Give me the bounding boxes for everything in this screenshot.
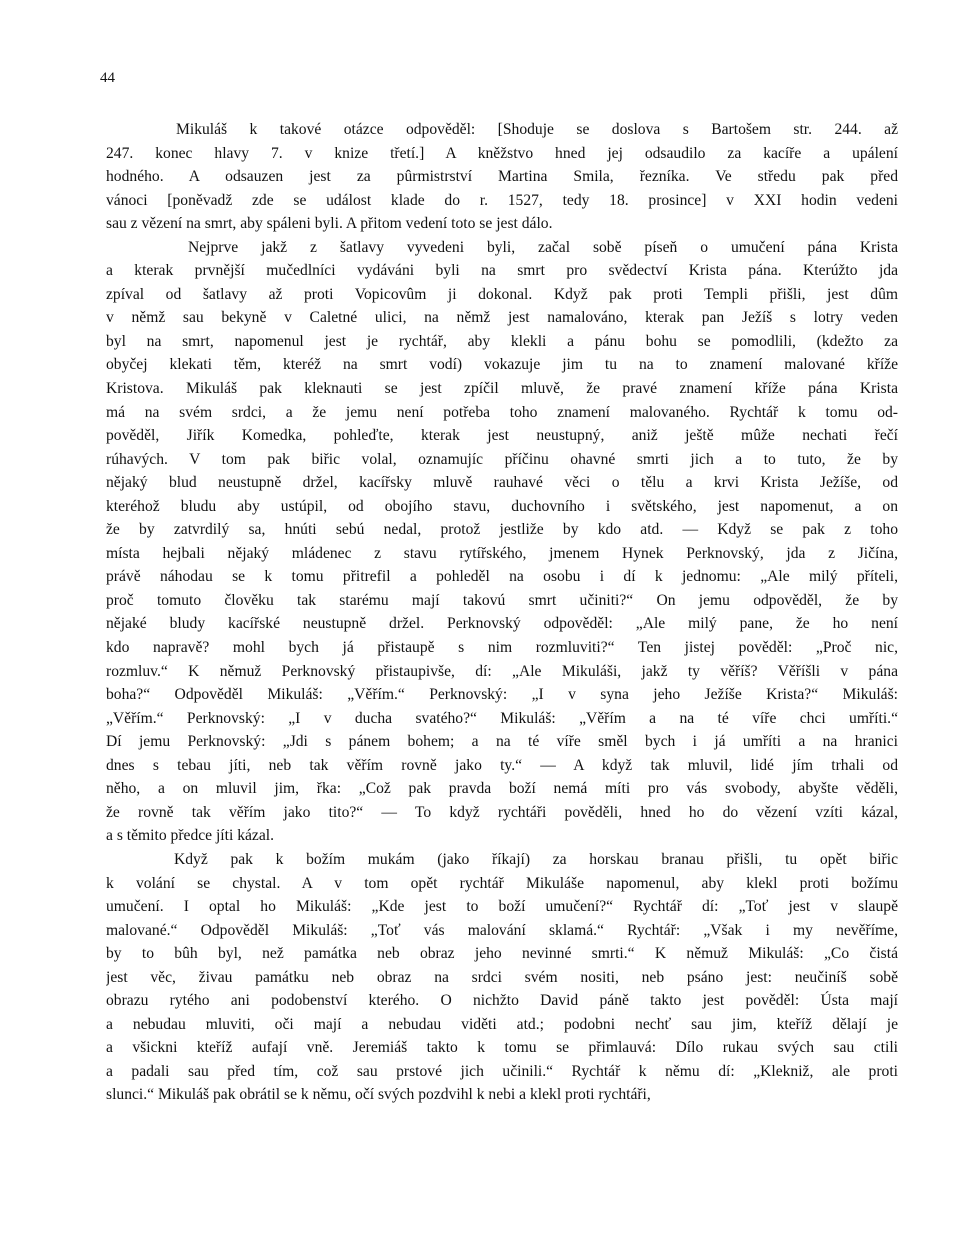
text-line: místa hejbali nějaký mládenec z stavu rytířského, jmenem Hynek Perknovský, jda z Jičína,	[106, 544, 898, 562]
text-line: obrazu rytého ani podobenství kterého. O nichžto David páně takto jest pověděl: Ústa mají	[106, 992, 898, 1010]
text-line: a padali sau před tím, což sau prstové jich učinili.“ Rychtář k němu dí: „Klekniž, ale proti	[106, 1062, 898, 1080]
text-line: právě náhodau se k tomu přitrefil a pohleděl na osobu i dí k jednomu: „Ale milý příteli,	[106, 568, 898, 586]
text-line: pověděl, Jiřík Komedka, pohleďte, kterak jest neustupný, aniž ještě mûže nechati řečí	[106, 427, 898, 445]
text-line: jest věc, živau památku neb obraz na srdci svém nositi, neb psáno jest: neučiníš sobě	[106, 968, 898, 986]
text-line: umučení. I optal ho Mikuláš: „Kde jest to boží umučení?“ Rychtář dí: „Toť jest v slaupě	[106, 898, 898, 916]
text-line: že rovně tak věřím jako tito?“ — To když rychtáři pověděli, hned ho do vězení vzíti kázal,	[106, 803, 898, 821]
text-line: má na svém srdci, a že jemu není potřeba toho znamení malovaného. Rychtář k tomu od-	[106, 403, 898, 421]
text-line: k volání se chystal. A v tom opět rychtář Mikuláše napomenul, aby klekl proti božímu	[106, 874, 898, 892]
text-line: a všickni kteříž aufají vně. Jeremiáš takto k tomu se přimlauvá: Dílo rukau svých sau ctili	[106, 1039, 898, 1057]
paragraph-1	[106, 118, 898, 236]
text-line: byl na smrt, napomenul jest je rychtář, aby klekli a pánu bohu se pomodlili, (kdežto za	[106, 332, 898, 350]
text-line: zpíval od šatlavy až proti Vopicovûm ji dokonal. Když pak proti Templi přišli, jest dûm	[106, 285, 898, 303]
page-number: 44	[100, 70, 115, 86]
text-line: 247. konec hlavy 7. v knize třetí.] A kněžstvo hned jej odsaudilo za kacíře a upálení	[106, 144, 898, 162]
body-text	[106, 118, 898, 1107]
text-line: Když pak k božím mukám (jako říkají) za horskau branau přišli, tu opět biřic	[174, 850, 898, 868]
text-line: Kristova. Mikuláš pak kleknauti se jest zpíčil mluvě, že pravé znamení kříže pána Krista	[106, 380, 898, 398]
text-line: a kterak prvnější mučedlníci vydáváni byli na smrt pro svědectví Krista pána. Kterúžto jda	[106, 262, 898, 280]
text-line: hodného. A odsauzen jest za pûrmistrství Martina Smila, řezníka. Ve středu pak před	[106, 168, 898, 186]
text-line: malované.“ Odpověděl Mikuláš: „Toť vás malování sklamá.“ Rychtář: „Však i my nevěříme,	[106, 921, 898, 939]
text-line: vánoci [poněvadž zde se událost klade do r. 1527, tedy 18. prosince] v XXI hodin vedeni	[106, 191, 898, 209]
text-line: něho, a on mluvil jim, řka: „Což pak pravda boží nemá míti pro vás svobody, abyšte věděli,	[106, 780, 898, 798]
text-line: že by zatvrdilý sa, hnúti sebú nedal, protož jestliže by kdo atd. — Když se pak z toho	[106, 521, 898, 539]
text-line: obyčej klekati těm, kteréž na smrt vodí) vokazuje jim tu na to znamení malované kříže	[106, 356, 898, 374]
text-line: Dí jemu Perknovský: „Jdi s pánem bohem; a na té víře směl bych i já umříti a na hranici	[106, 733, 898, 751]
text-line: kteréhož bludu aby ustúpil, od obojího stavu, duchovního i světského, jest napomenut, a on	[106, 497, 898, 515]
text-line: nějaký blud neustupně držel, kacířsky mluvě rauhavé věci o tělu a krvi Krista Ježíše, od	[106, 474, 898, 492]
text-line: kdo napravě? mohl bych já přistaupě s nim rozmluviti?“ Ten jistej pověděl: „Proč nic,	[106, 639, 898, 657]
text-line: Nejprve jakž z šatlavy vyvedeni byli, začal sobě píseň o umučení pána Krista	[188, 238, 898, 256]
text-line: rúhavých. V tom pak biřic volal, oznamujíc příčinu ohavné smrti jich a to tuto, že by	[106, 450, 898, 468]
text-line: a s těmito předce jíti kázal.	[106, 827, 274, 845]
text-line: dnes s tebau jíti, neb tak věřím rovně jako ty.“ — A když tak mluvil, lidé jím trhali od	[106, 756, 898, 774]
paragraph-3	[106, 848, 898, 1107]
text-line: a nebudau mluviti, oči mají a nebudau viděti atd.; podobni nechť sau jim, kteříž dělají je	[106, 1015, 898, 1033]
text-line: v němž sau bekyně v Caletné ulici, na němž jest namalováno, kterak pan Ježíš s lotry veden	[106, 309, 898, 327]
text-line: slunci.“ Mikuláš pak obrátil se k němu, očí svých pozdvihl k nebi a klekl proti rychtáři,	[106, 1086, 651, 1104]
text-line: Mikuláš k takové otázce odpověděl: [Shoduje se doslova s Bartošem str. 244. až	[176, 121, 898, 138]
text-line: boha?“ Odpověděl Mikuláš: „Věřím.“ Perknovský: „I v syna jeho Ježíše Krista?“ Mikuláš:	[106, 686, 898, 704]
text-line: sau z vězení na smrt, aby spáleni byli. A přitom vedení toto se jest dálo.	[106, 215, 553, 233]
paragraph-2	[106, 236, 898, 848]
text-line: proč tomuto člověku tak starému mají takovú smrt učiniti?“ On jemu odpověděl, že by	[106, 591, 898, 609]
text-line: rozmluv.“ K němuž Perknovský přistaupivše, dí: „Ale Mikuláši, jakž ty věříš? Věříšli v pána	[106, 662, 898, 680]
text-line: „Věřím.“ Perknovský: „I v ducha svatého?“ Mikuláš: „Věřím a na té víře chci umříti.“	[106, 709, 898, 727]
text-line: by to bûh byl, než památka neb obraz jeho nevinné smrti.“ K němuž Mikuláš: „Co čistá	[106, 945, 898, 963]
text-line: nějaké bludy kacířské neustupně držel. Perknovský odpověděl: „Ale milý pane, že ho není	[106, 615, 898, 633]
